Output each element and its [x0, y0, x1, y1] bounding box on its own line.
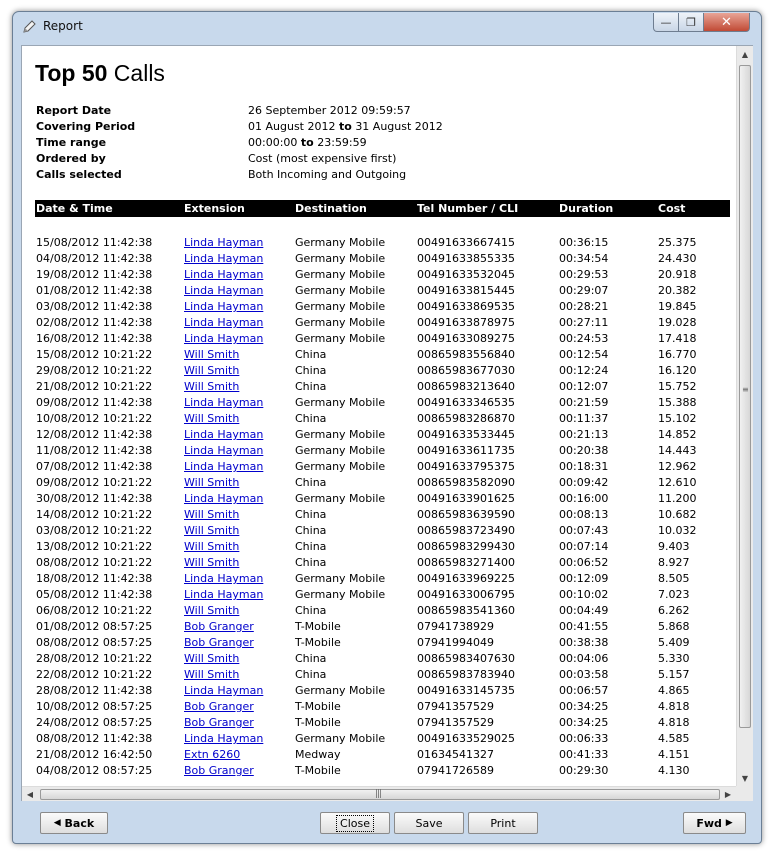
table-row — [35, 667, 730, 683]
cell-tel-number: 00865983639590 — [417, 508, 515, 521]
table-row — [35, 283, 730, 299]
minimize-icon: — — [660, 15, 672, 29]
cell-cost: 15.102 — [658, 412, 697, 425]
cell-date-time: 29/08/2012 10:21:22 — [36, 364, 153, 377]
cell-date-time: 09/08/2012 10:21:22 — [36, 476, 153, 489]
cell-tel-number: 00491633145735 — [417, 684, 515, 697]
report-pencil-icon — [22, 19, 37, 34]
table-row — [35, 251, 730, 267]
extension-link[interactable]: Linda Hayman — [184, 428, 264, 441]
extension-link[interactable]: Will Smith — [184, 524, 240, 537]
cell-destination: Germany Mobile — [295, 396, 386, 409]
table-row — [35, 507, 730, 523]
table-row — [35, 763, 730, 779]
vertical-scroll-thumb[interactable] — [739, 65, 751, 728]
table-row — [35, 651, 730, 667]
cell-destination: China — [295, 348, 327, 361]
scroll-grip-icon: ≡ — [742, 385, 749, 394]
table-row — [35, 699, 730, 715]
scroll-grip-icon: ||| — [375, 789, 382, 799]
cell-destination: Germany Mobile — [295, 316, 386, 329]
extension-link[interactable]: Will Smith — [184, 508, 240, 521]
cell-date-time: 08/08/2012 08:57:25 — [36, 636, 153, 649]
cell-duration: 00:38:38 — [559, 636, 609, 649]
cell-tel-number: 00491633533445 — [417, 428, 515, 441]
cell-destination: China — [295, 668, 327, 681]
cell-cost: 19.028 — [658, 316, 697, 329]
report-title — [35, 60, 165, 87]
cell-tel-number: 07941357529 — [417, 700, 494, 713]
cell-duration: 00:21:13 — [559, 428, 609, 441]
cell-tel-number: 07941738929 — [417, 620, 494, 633]
cell-date-time: 06/08/2012 10:21:22 — [36, 604, 153, 617]
cell-destination: Germany Mobile — [295, 268, 386, 281]
cell-duration: 00:24:53 — [559, 332, 609, 345]
cell-destination: Germany Mobile — [295, 300, 386, 313]
extension-link[interactable]: Will Smith — [184, 668, 240, 681]
cell-date-time: 03/08/2012 11:42:38 — [36, 300, 153, 313]
cell-tel-number: 00865983286870 — [417, 412, 515, 425]
table-row — [35, 747, 730, 763]
cell-tel-number: 00865983556840 — [417, 348, 515, 361]
header-tel-number: Tel Number / CLI — [417, 202, 519, 215]
cell-cost: 5.409 — [658, 636, 690, 649]
extension-link[interactable]: Linda Hayman — [184, 316, 264, 329]
vertical-scrollbar[interactable] — [736, 46, 753, 786]
cell-cost: 17.418 — [658, 332, 697, 345]
cell-tel-number: 00865983271400 — [417, 556, 515, 569]
cell-tel-number: 00865983299430 — [417, 540, 515, 553]
report-viewport — [21, 45, 753, 801]
cell-duration: 00:34:25 — [559, 716, 609, 729]
cell-date-time: 11/08/2012 11:42:38 — [36, 444, 153, 457]
extension-link[interactable]: Bob Granger — [184, 764, 254, 777]
cell-destination: Germany Mobile — [295, 732, 386, 745]
cell-destination: Germany Mobile — [295, 428, 386, 441]
cell-duration: 00:07:43 — [559, 524, 609, 537]
extension-link[interactable]: Will Smith — [184, 476, 240, 489]
cell-cost: 20.382 — [658, 284, 697, 297]
cell-duration: 00:04:49 — [559, 604, 609, 617]
header-destination: Destination — [295, 202, 367, 215]
cell-destination: China — [295, 476, 327, 489]
extension-link[interactable]: Bob Granger — [184, 716, 254, 729]
table-row — [35, 619, 730, 635]
header-cost: Cost — [658, 202, 686, 215]
report-content: Top 50 Calls Report Date 26 September 2012 09:59:57 Covering Period 01 August 2012 to 31 August 2012 Time range 00:00:00 to 23:59:59 Ordered by Cost (most expensive first) Calls selected Both Incoming and Outgoing Date & Time Extension Destination Tel Number / CLI Duration Cost 15/08/2012 11:42:38 Linda Hayman Germany Mobile 00491633667415 00:36:15 25.375 04/08/2012 11:42:38 Linda Hayman Germany Mobile 00491633855335 00:34:54 24.430 19/08/2012 11:42:38 Linda Hayman Germany Mobile 00491633532045 00:29:53 20.918 01/08/2012 11:42:38 Linda Hayman Germany Mobile 00491633815445 00:29:07 20.382 03/08/2012 11:42:38 Linda Hayman Germany Mobile 00491633869535 00:28:21 19.845 02/08/2012 11:42:38 Linda Hayman Germany Mobile 00491633878975 00:27:11 19.028 16/08/2012 11:42:38 Linda Hayman Germany Mobile 00491633089275 00:24:53 17.418 15/08/2012 10:21:22 Will Smith China 00865983556840 00:12:54 16.770 29/08/2012 10:21:22 Will Smith China 00865983677030 00:12:24 16.120 21/08/2012 10:21:22 Will Smith China 00865983213640 00:12:07 15.752 09/08/2012 11:42:38 Linda Hayman Germany Mobile 00491633346535 00:21:59 15.388 10/08/2012 10:21:22 Will Smith China 00865983286870 00:11:37 15.102 12/08/2012 11:42:38 Linda Hayman Germany Mobile 00491633533445 00:21:13 14.852 11/08/2012 11:42:38 Linda Hayman Germany Mobile 00491633611735 00:20:38 14.443 07/08/2012 11:42:38 Linda Hayman Germany Mobile 00491633795375 00:18:31 12.962 09/08/2012 10:21:22 Will Smith China 00865983582090 00:09:42 12.610 30/08/2012 11:42:38 Linda Hayman Germany Mobile 00491633901625 00:16:00 11.200 14/08/2012 10:21:22 Will Smith China 00865983639590 00:08:13 10.682 03/08/2012 10:21:22 Will Smith China 00865983723490 00:07:43 10.032 13/08/2012 10:21:22 Will Smith China 00865983299430 00:07:14 9.403 08/08/2012 10:21:22 Will Smith China 00865983271400 00:06:52 8.927 18/08/2012 11:42:38 Linda Hayman Germany Mobile 00491633969225 00:12:09 8.505 05/08/2012 11:42:38 Linda Hayman Germany Mobile 00491633006795 00:10:02 7.023 06/08/2012 10:21:22 Will Smith China 00865983541360 00:04:49 6.262 01/08/2012 08:57:25 Bob Granger T-Mobile 07941738929 00:41:55 5.868 08/08/2012 08:57:25 Bob Granger T-Mobile 07941994049 00:38:38 5.409 28/08/2012 10:21:22 Will Smith China 00865983407630 00:04:06 5.330 22/08/2012 10:21:22 Will Smith China 00865983783940 00:03:58 5.157 28/08/2012 11:42:38 Linda Hayman Germany Mobile 00491633145735 00:06:57 4.865 10/08/2012 08:57:25 Bob Granger T-Mobile 07941357529 00:34:25 4.818 24/08/2012 08:57:25 Bob Granger T-Mobile 07941357529 00:34:25 4.818 08/08/2012 11:42:38 Linda Hayman Germany Mobile 00491633529025 00:06:33 4.585 21/08/2012 16:42:50 Extn 6260 Medway 01634541327 00:41:33 4.151 04/08/2012 08:57:25 Bob Granger T-Mobile 07941726589 00:29:30 4.130 — [22, 46, 736, 786]
extension-link[interactable]: Linda Hayman — [184, 588, 264, 601]
table-row — [35, 363, 730, 379]
cell-date-time: 15/08/2012 10:21:22 — [36, 348, 153, 361]
cell-cost: 4.585 — [658, 732, 690, 745]
cell-tel-number: 00491633878975 — [417, 316, 515, 329]
cell-duration: 00:34:54 — [559, 252, 609, 265]
horizontal-scroll-thumb[interactable] — [40, 789, 720, 800]
cell-duration: 00:06:57 — [559, 684, 609, 697]
cell-date-time: 04/08/2012 08:57:25 — [36, 764, 153, 777]
cell-cost: 4.865 — [658, 684, 690, 697]
cell-cost: 8.505 — [658, 572, 690, 585]
fwd-arrow-icon: ▶ — [725, 818, 733, 828]
table-header — [35, 200, 730, 217]
extension-link[interactable]: Linda Hayman — [184, 732, 264, 745]
cell-cost: 12.610 — [658, 476, 697, 489]
extension-link[interactable]: Will Smith — [184, 540, 240, 553]
cell-cost: 10.032 — [658, 524, 697, 537]
cell-date-time: 14/08/2012 10:21:22 — [36, 508, 153, 521]
cell-destination: China — [295, 412, 327, 425]
cell-date-time: 12/08/2012 11:42:38 — [36, 428, 153, 441]
cell-tel-number: 00491633901625 — [417, 492, 515, 505]
extension-link[interactable]: Linda Hayman — [184, 396, 264, 409]
table-row — [35, 299, 730, 315]
cell-duration: 00:18:31 — [559, 460, 609, 473]
extension-link[interactable]: Linda Hayman — [184, 252, 264, 265]
cell-cost: 4.151 — [658, 748, 690, 761]
cell-cost: 5.157 — [658, 668, 690, 681]
cell-date-time: 30/08/2012 11:42:38 — [36, 492, 153, 505]
cell-destination: China — [295, 508, 327, 521]
cell-cost: 19.845 — [658, 300, 697, 313]
cell-tel-number: 07941994049 — [417, 636, 494, 649]
report-title-bold: Top 50 — [35, 60, 108, 86]
extension-link[interactable]: Linda Hayman — [184, 332, 264, 345]
cell-tel-number: 07941357529 — [417, 716, 494, 729]
extension-link[interactable]: Linda Hayman — [184, 300, 264, 313]
cell-tel-number: 00491633855335 — [417, 252, 515, 265]
save-button[interactable]: Save — [394, 812, 464, 834]
cell-tel-number: 00865983582090 — [417, 476, 515, 489]
cell-duration: 00:08:13 — [559, 508, 609, 521]
cell-destination: T-Mobile — [295, 764, 341, 777]
cell-duration: 00:11:37 — [559, 412, 609, 425]
cell-cost: 25.375 — [658, 236, 697, 249]
cell-cost: 6.262 — [658, 604, 690, 617]
cell-duration: 00:34:25 — [559, 700, 609, 713]
cell-tel-number: 00865983541360 — [417, 604, 515, 617]
table-row — [35, 331, 730, 347]
cell-destination: Germany Mobile — [295, 284, 386, 297]
cell-duration: 00:27:11 — [559, 316, 609, 329]
cell-duration: 00:20:38 — [559, 444, 609, 457]
title-bar — [13, 12, 761, 42]
extension-link[interactable]: Will Smith — [184, 556, 240, 569]
extension-link[interactable]: Will Smith — [184, 348, 240, 361]
extension-link[interactable]: Linda Hayman — [184, 492, 264, 505]
table-row — [35, 235, 730, 251]
cell-duration: 00:07:14 — [559, 540, 609, 553]
extension-link[interactable]: Will Smith — [184, 652, 240, 665]
table-row — [35, 267, 730, 283]
cell-cost: 4.818 — [658, 700, 690, 713]
cell-destination: Medway — [295, 748, 341, 761]
cell-cost: 4.818 — [658, 716, 690, 729]
cell-date-time: 15/08/2012 11:42:38 — [36, 236, 153, 249]
cell-tel-number: 00491633869535 — [417, 300, 515, 313]
cell-cost: 20.918 — [658, 268, 697, 281]
extension-link[interactable]: Will Smith — [184, 380, 240, 393]
cell-date-time: 08/08/2012 11:42:38 — [36, 732, 153, 745]
cell-destination: Germany Mobile — [295, 492, 386, 505]
table-row — [35, 731, 730, 747]
cell-duration: 00:10:02 — [559, 588, 609, 601]
table-row — [35, 427, 730, 443]
horizontal-scrollbar[interactable] — [22, 786, 736, 801]
cell-date-time: 24/08/2012 08:57:25 — [36, 716, 153, 729]
table-row — [35, 683, 730, 699]
cell-tel-number: 07941726589 — [417, 764, 494, 777]
cell-tel-number: 00865983783940 — [417, 668, 515, 681]
cell-duration: 00:12:54 — [559, 348, 609, 361]
scrollbar-corner — [736, 786, 753, 801]
cell-date-time: 28/08/2012 10:21:22 — [36, 652, 153, 665]
cell-duration: 00:36:15 — [559, 236, 609, 249]
cell-tel-number: 00491633969225 — [417, 572, 515, 585]
cell-duration: 00:41:33 — [559, 748, 609, 761]
table-row — [35, 347, 730, 363]
extension-link[interactable]: Linda Hayman — [184, 572, 264, 585]
extension-link[interactable]: Linda Hayman — [184, 684, 264, 697]
extension-link[interactable]: Extn 6260 — [184, 748, 241, 761]
maximize-button[interactable] — [678, 13, 704, 32]
header-date-time: Date & Time — [36, 202, 113, 215]
cell-date-time: 10/08/2012 08:57:25 — [36, 700, 153, 713]
table-row — [35, 523, 730, 539]
cell-cost: 16.120 — [658, 364, 697, 377]
cell-date-time: 19/08/2012 11:42:38 — [36, 268, 153, 281]
cell-duration: 00:09:42 — [559, 476, 609, 489]
extension-link[interactable]: Linda Hayman — [184, 236, 264, 249]
cell-destination: Germany Mobile — [295, 460, 386, 473]
cell-destination: T-Mobile — [295, 620, 341, 633]
cell-destination: China — [295, 380, 327, 393]
cell-date-time: 07/08/2012 11:42:38 — [36, 460, 153, 473]
cell-duration: 00:28:21 — [559, 300, 609, 313]
window-title: Report — [43, 19, 83, 33]
cell-date-time: 13/08/2012 10:21:22 — [36, 540, 153, 553]
cell-date-time: 10/08/2012 10:21:22 — [36, 412, 153, 425]
cell-date-time: 03/08/2012 10:21:22 — [36, 524, 153, 537]
cell-tel-number: 00491633611735 — [417, 444, 515, 457]
cell-cost: 16.770 — [658, 348, 697, 361]
maximize-icon: ❐ — [686, 15, 696, 29]
extension-link[interactable]: Linda Hayman — [184, 268, 264, 281]
back-arrow-icon: ◀ — [53, 818, 61, 828]
cell-tel-number: 00491633795375 — [417, 460, 515, 473]
table-row — [35, 635, 730, 651]
back-button[interactable]: ◀ Back — [40, 812, 108, 834]
table-row — [35, 315, 730, 331]
table-row — [35, 475, 730, 491]
close-window-button[interactable] — [703, 13, 750, 32]
table-row — [35, 555, 730, 571]
cell-tel-number: 01634541327 — [417, 748, 494, 761]
extension-link[interactable]: Will Smith — [184, 412, 240, 425]
cell-date-time: 01/08/2012 08:57:25 — [36, 620, 153, 633]
extension-link[interactable]: Will Smith — [184, 604, 240, 617]
cell-date-time: 21/08/2012 16:42:50 — [36, 748, 153, 761]
report-window — [12, 11, 762, 844]
cell-duration: 00:06:52 — [559, 556, 609, 569]
cell-tel-number: 00491633532045 — [417, 268, 515, 281]
cell-cost: 15.388 — [658, 396, 697, 409]
extension-link[interactable]: Will Smith — [184, 364, 240, 377]
cell-destination: China — [295, 604, 327, 617]
extension-link[interactable]: Linda Hayman — [184, 284, 264, 297]
cell-destination: China — [295, 540, 327, 553]
table-row — [35, 539, 730, 555]
cell-destination: China — [295, 524, 327, 537]
extension-link[interactable]: Bob Granger — [184, 636, 254, 649]
cell-duration: 00:03:58 — [559, 668, 609, 681]
table-row — [35, 603, 730, 619]
cell-duration: 00:41:55 — [559, 620, 609, 633]
cell-tel-number: 00865983407630 — [417, 652, 515, 665]
extension-link[interactable]: Linda Hayman — [184, 460, 264, 473]
fwd-button[interactable]: Fwd ▶ — [683, 812, 746, 834]
cell-duration: 00:12:07 — [559, 380, 609, 393]
cell-tel-number: 00491633529025 — [417, 732, 515, 745]
cell-duration: 00:04:06 — [559, 652, 609, 665]
cell-duration: 00:12:24 — [559, 364, 609, 377]
cell-tel-number: 00865983677030 — [417, 364, 515, 377]
cell-date-time: 04/08/2012 11:42:38 — [36, 252, 153, 265]
cell-cost: 9.403 — [658, 540, 690, 553]
cell-tel-number: 00491633089275 — [417, 332, 515, 345]
cell-cost: 7.023 — [658, 588, 690, 601]
cell-destination: Germany Mobile — [295, 588, 386, 601]
cell-date-time: 02/08/2012 11:42:38 — [36, 316, 153, 329]
cell-cost: 15.752 — [658, 380, 697, 393]
scroll-up-arrow-icon[interactable]: ▲ — [741, 49, 749, 59]
cell-cost: 12.962 — [658, 460, 697, 473]
minimize-button[interactable] — [653, 13, 679, 32]
cell-date-time: 22/08/2012 10:21:22 — [36, 668, 153, 681]
table-row — [35, 459, 730, 475]
cell-cost: 14.443 — [658, 444, 697, 457]
cell-destination: Germany Mobile — [295, 684, 386, 697]
cell-cost: 11.200 — [658, 492, 697, 505]
cell-destination: Germany Mobile — [295, 444, 386, 457]
cell-destination: Germany Mobile — [295, 252, 386, 265]
cell-duration: 00:29:07 — [559, 284, 609, 297]
extension-link[interactable]: Bob Granger — [184, 700, 254, 713]
cell-cost: 5.868 — [658, 620, 690, 633]
cell-duration: 00:16:00 — [559, 492, 609, 505]
cell-destination: China — [295, 364, 327, 377]
close-button[interactable]: Close — [320, 812, 390, 834]
scroll-left-arrow-icon[interactable]: ◀ — [26, 789, 34, 799]
cell-destination: T-Mobile — [295, 716, 341, 729]
cell-date-time: 28/08/2012 11:42:38 — [36, 684, 153, 697]
extension-link[interactable]: Linda Hayman — [184, 444, 264, 457]
cell-cost: 10.682 — [658, 508, 697, 521]
cell-tel-number: 00865983723490 — [417, 524, 515, 537]
button-bar — [21, 809, 753, 837]
cell-tel-number: 00491633346535 — [417, 396, 515, 409]
extension-link[interactable]: Bob Granger — [184, 620, 254, 633]
scroll-right-arrow-icon[interactable]: ▶ — [724, 789, 732, 799]
table-row — [35, 587, 730, 603]
header-extension: Extension — [184, 202, 245, 215]
cell-destination: China — [295, 652, 327, 665]
table-row — [35, 379, 730, 395]
cell-date-time: 21/08/2012 10:21:22 — [36, 380, 153, 393]
cell-cost: 5.330 — [658, 652, 690, 665]
cell-date-time: 16/08/2012 11:42:38 — [36, 332, 153, 345]
table-body — [35, 235, 730, 779]
cell-date-time: 09/08/2012 11:42:38 — [36, 396, 153, 409]
cell-tel-number: 00491633815445 — [417, 284, 515, 297]
cell-cost: 14.852 — [658, 428, 697, 441]
table-row — [35, 411, 730, 427]
cell-duration: 00:12:09 — [559, 572, 609, 585]
cell-date-time: 08/08/2012 10:21:22 — [36, 556, 153, 569]
cell-date-time: 01/08/2012 11:42:38 — [36, 284, 153, 297]
table-row — [35, 491, 730, 507]
cell-tel-number: 00491633006795 — [417, 588, 515, 601]
cell-destination: Germany Mobile — [295, 332, 386, 345]
cell-destination: Germany Mobile — [295, 236, 386, 249]
cell-tel-number: 00865983213640 — [417, 380, 515, 393]
cell-cost: 24.430 — [658, 252, 697, 265]
cell-duration: 00:29:53 — [559, 268, 609, 281]
cell-destination: T-Mobile — [295, 700, 341, 713]
cell-destination: T-Mobile — [295, 636, 341, 649]
table-row — [35, 395, 730, 411]
cell-date-time: 05/08/2012 11:42:38 — [36, 588, 153, 601]
table-row — [35, 715, 730, 731]
cell-destination: Germany Mobile — [295, 572, 386, 585]
cell-destination: China — [295, 556, 327, 569]
cell-duration: 00:21:59 — [559, 396, 609, 409]
cell-duration: 00:29:30 — [559, 764, 609, 777]
close-icon: ✕ — [721, 14, 732, 30]
table-row — [35, 443, 730, 459]
cell-date-time: 18/08/2012 11:42:38 — [36, 572, 153, 585]
cell-tel-number: 00491633667415 — [417, 236, 515, 249]
table-row — [35, 571, 730, 587]
cell-cost: 4.130 — [658, 764, 690, 777]
scroll-down-arrow-icon[interactable]: ▼ — [741, 773, 749, 783]
cell-duration: 00:06:33 — [559, 732, 609, 745]
cell-cost: 8.927 — [658, 556, 690, 569]
report-title-rest: Calls — [107, 60, 165, 86]
header-duration: Duration — [559, 202, 614, 215]
print-button[interactable]: Print — [468, 812, 538, 834]
